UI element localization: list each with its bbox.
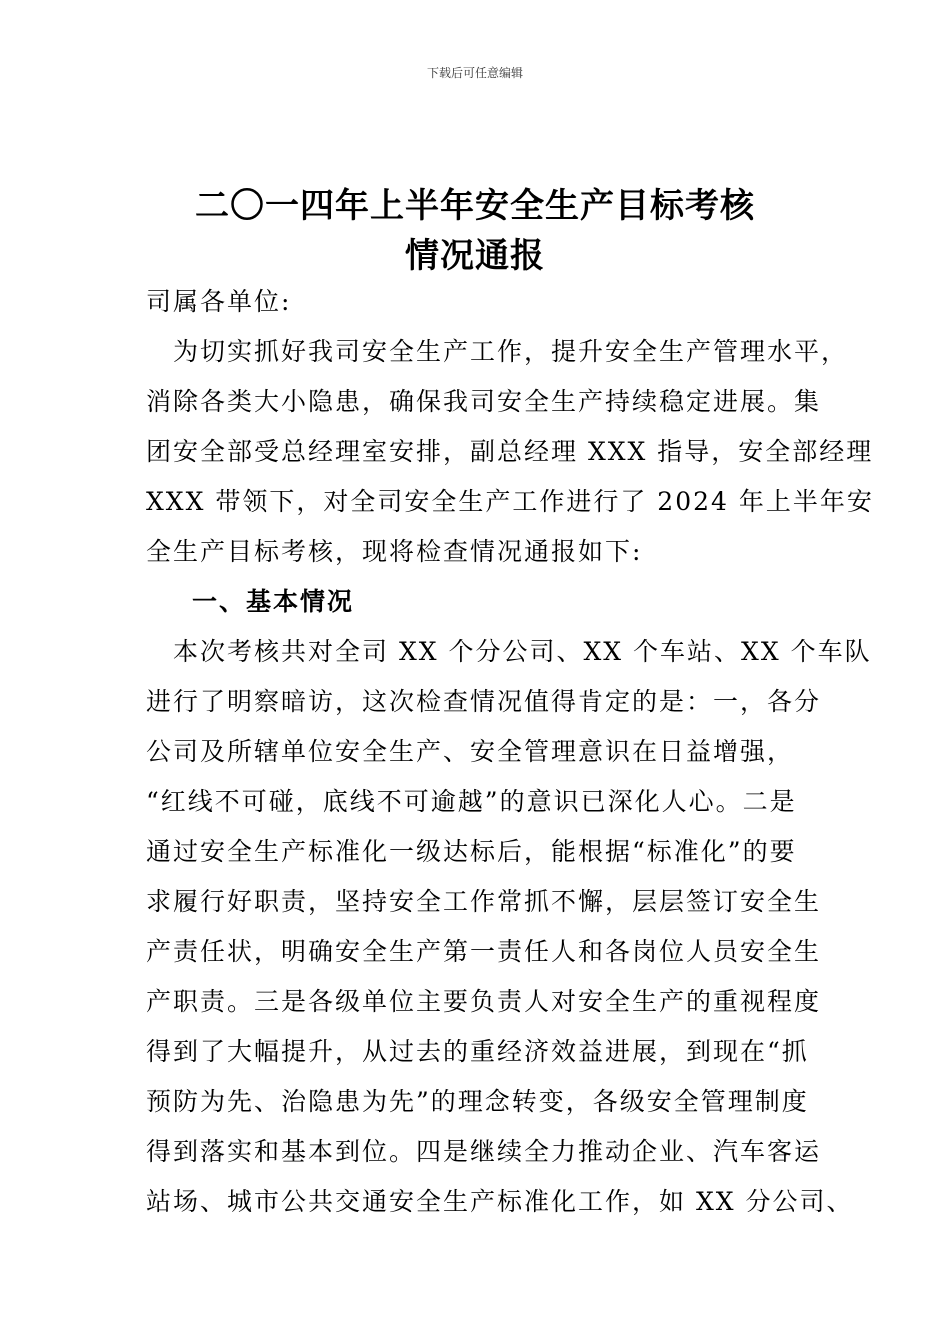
paragraph-line: 消除各类大小隐患，确保我司安全生产持续稳定进展。集 (146, 387, 822, 416)
paragraph-line: 进行了明察暗访，这次检查情况值得肯定的是：一，各分 (146, 687, 822, 716)
paragraph-line: 本次考核共对全司 XX 个分公司、XX 个车站、XX 个车队 (146, 637, 872, 666)
document-title-line-1: 二〇一四年上半年安全生产目标考核 (195, 186, 755, 226)
page-header: 下载后可任意编辑 (426, 66, 523, 80)
paragraph-line: “红线不可碰，底线不可逾越”的意识已深化人心。二是 (146, 787, 797, 816)
paragraph-line: XXX 带领下，对全司安全生产工作进行了 2024 年上半年安 (146, 487, 874, 516)
paragraph-line: 得到落实和基本到位。四是继续全力推动企业、汽车客运 (146, 1137, 822, 1166)
paragraph-line: 预防为先、治隐患为先”的理念转变，各级安全管理制度 (146, 1087, 809, 1116)
paragraph-line: 站场、城市公共交通安全生产标准化工作，如 XX 分公司、 (146, 1187, 854, 1216)
paragraph-line: 得到了大幅提升，从过去的重经济效益进展，到现在“抓 (146, 1037, 809, 1066)
document-title-line-2: 情况通报 (405, 236, 545, 276)
paragraph-line: 全生产目标考核，现将检查情况通报如下: (146, 537, 643, 566)
paragraph-line: 公司及所辖单位安全生产、安全管理意识在日益增强， (146, 737, 795, 766)
paragraph-line: 产责任状，明确安全生产第一责任人和各岗位人员安全生 (146, 937, 822, 966)
paragraph-line: 团安全部受总经理室安排，副总经理 XXX 指导，安全部经理 (146, 437, 874, 466)
paragraph-line: 为切实抓好我司安全生产工作，提升安全生产管理水平， (146, 337, 849, 366)
section-heading: 一、基本情况 (192, 587, 355, 616)
paragraph-line: 求履行好职责，坚持安全工作常抓不懈，层层签订安全生 (146, 887, 822, 916)
paragraph-line: 产职责。三是各级单位主要负责人对安全生产的重视程度 (146, 987, 822, 1016)
paragraph-line: 通过安全生产标准化一级达标后，能根据“标准化”的要 (146, 837, 797, 866)
salutation: 司属各单位: (146, 287, 292, 316)
